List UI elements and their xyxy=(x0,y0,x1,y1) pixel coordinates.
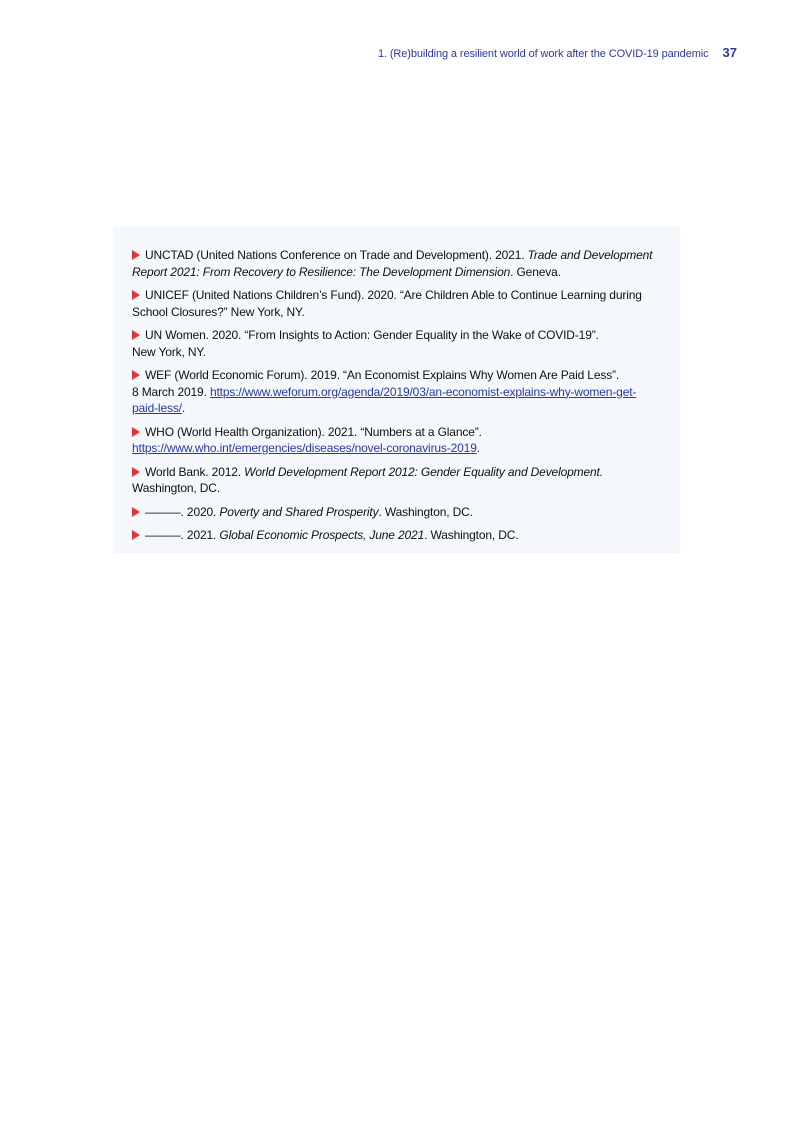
reference-world-bank-2021 xyxy=(132,527,662,544)
reference-un-women xyxy=(132,327,662,360)
triangle-bullet-icon xyxy=(132,427,140,437)
reference-world-bank-2012 xyxy=(132,464,662,497)
reference-link[interactable]: https://www.who.int/emergencies/diseases/novel-coronavirus-2019 xyxy=(132,441,477,455)
reference-title: Poverty and Shared Prosperity xyxy=(219,504,379,519)
references-box xyxy=(113,227,680,553)
triangle-bullet-icon xyxy=(132,250,140,260)
reference-title: Trade and Development Report 2021: From Recovery to Resilience: The Development Dimension xyxy=(132,248,653,279)
triangle-bullet-icon xyxy=(132,507,140,517)
reference-text: New York, NY. xyxy=(132,344,206,359)
reference-unicef xyxy=(132,287,662,320)
triangle-bullet-icon xyxy=(132,530,140,540)
page-number: 37 xyxy=(722,45,737,60)
reference-text: . Geneva. xyxy=(510,264,561,279)
header-title: 1. (Re)building a resilient world of work after the COVID-19 pandemic xyxy=(377,48,709,60)
reference-title: World Development Report 2012: Gender Equality and Development. xyxy=(244,464,603,479)
triangle-bullet-icon xyxy=(132,467,140,477)
triangle-bullet-icon xyxy=(132,290,140,300)
reference-text: . Washington, DC. xyxy=(424,528,519,542)
running-header xyxy=(378,45,737,60)
reference-text: WHO (World Health Organization). 2021. “Numbers at a Glance”. xyxy=(145,424,482,439)
reference-text: . Washington, DC. xyxy=(378,504,473,519)
reference-unctad xyxy=(132,247,662,280)
reference-text: . xyxy=(181,401,186,415)
reference-title: Global Economic Prospects, June 2021 xyxy=(219,528,425,542)
reference-wef xyxy=(132,367,662,417)
reference-text: WEF (World Economic Forum). 2019. “An Economist Explains Why Women Are Paid Less”. xyxy=(145,368,620,382)
triangle-bullet-icon xyxy=(132,370,140,380)
reference-text: 8 March 2019. xyxy=(132,384,210,399)
reference-text: Washington, DC. xyxy=(132,481,221,495)
reference-link[interactable]: https://www.weforum.org/agenda/2019/03/an-economist-explains-why-women-get-paid-less/ xyxy=(132,384,637,415)
reference-text: UN Women. 2020. “From Insights to Action: Gender Equality in the Wake of COVID-19”. xyxy=(145,328,599,342)
reference-text: ———. 2020. xyxy=(145,504,220,519)
reference-text: World Bank. 2012. xyxy=(145,464,245,479)
reference-world-bank-2020 xyxy=(132,504,662,521)
reference-text: UNICEF (United Nations Children’s Fund). 2020. “Are Children Able to Continue Learning during School Closures?” New York, NY. xyxy=(132,288,642,319)
reference-text: . xyxy=(476,441,480,455)
triangle-bullet-icon xyxy=(132,330,140,340)
reference-text: UNCTAD (United Nations Conference on Trade and Development). 2021. xyxy=(145,248,528,262)
reference-text: ———. 2021. xyxy=(145,528,220,542)
reference-who xyxy=(132,424,662,457)
